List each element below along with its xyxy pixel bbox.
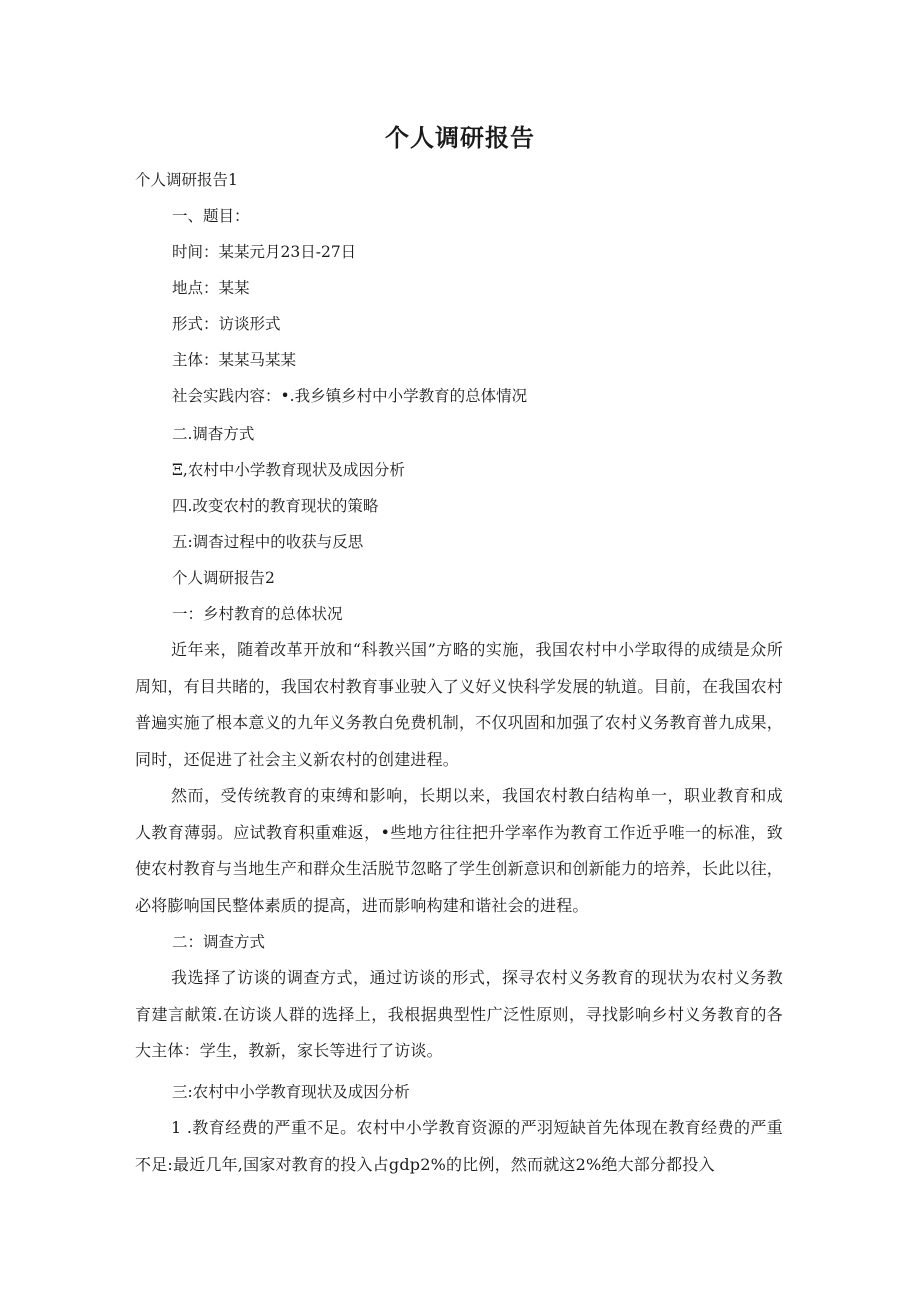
section-heading: 二：调查方式	[172, 933, 266, 951]
report1-line: 主体：某某马某某	[172, 351, 297, 369]
report1-line: Ξ,农村中小学教育现状及成因分析	[172, 461, 405, 479]
section-heading: 一：乡村教育的总体状况	[172, 605, 343, 623]
report1-heading: 个人调研报告1	[135, 171, 238, 189]
report1-line: 二.调杳方式	[172, 425, 255, 443]
report1-line: 五:调杳过程中的收获与反思	[172, 533, 364, 551]
report1-line: 一、题目：	[172, 207, 250, 225]
report1-line: 地点：某某	[172, 279, 250, 297]
body-paragraph: 然而，受传统教育的束缚和影响，长期以来，我国农村教白结构单一，职业教育和成人教育薄弱。应试教育积重难返，•些地方往往把升学率作为教育工作近乎唯一的标准，致使农村教育与当地生产和群众生活脱节忽略了学生创新意识和创新能力的培养，长此以往，必将膨响国民整体素质的提高，进而影响构建和谐社会的进程。	[135, 786, 784, 915]
section-heading: 三:农村中小学教育现状及成因分析	[172, 1083, 410, 1101]
document-title: 个人调研报告	[385, 124, 535, 152]
report1-line: 形式：访谈形式	[172, 315, 281, 333]
report1-line: 四.改变农村的教育现状的策略	[172, 497, 379, 515]
report2-heading: 个人调研报告2	[172, 569, 275, 587]
body-paragraph: 我选择了访谈的调查方式，通过访谈的形式，探寻农村义务教育的现状为农村义务教育建言献策.在访谈人群的选择上，我根据典型性广泛性原则，寻找影响乡村义务教育的各大主体：学生，教新，家长等进行了访谈。	[135, 968, 783, 1060]
report1-line: 社会实践内容：•.我乡镇乡村中小学教育的总体情况	[172, 387, 528, 405]
report1-line: 时间：某某元月23日-27日	[172, 243, 357, 261]
body-paragraph: 近年来，随着改革开放和“科教兴国”方略的实施，我国农村中小学取得的成绩是众所周知，有目共睹的，我国农村教育事业驶入了义好义快科学发展的轨道。目前，在我国农村普遍实施了根本意义的九年义务教白免费机制，不仅巩固和加强了农村义务教育普九成果，同时，还促进了社会主义新农村的创建进程。	[135, 640, 784, 769]
body-paragraph: 1 .教育经费的严重不足。农村中小学教育资源的严羽短缺首先体现在教育经费的严重不足:最近几年,国家对教育的投入占gdp2%的比例，然而就这2%绝大部分都投入	[135, 1118, 783, 1174]
